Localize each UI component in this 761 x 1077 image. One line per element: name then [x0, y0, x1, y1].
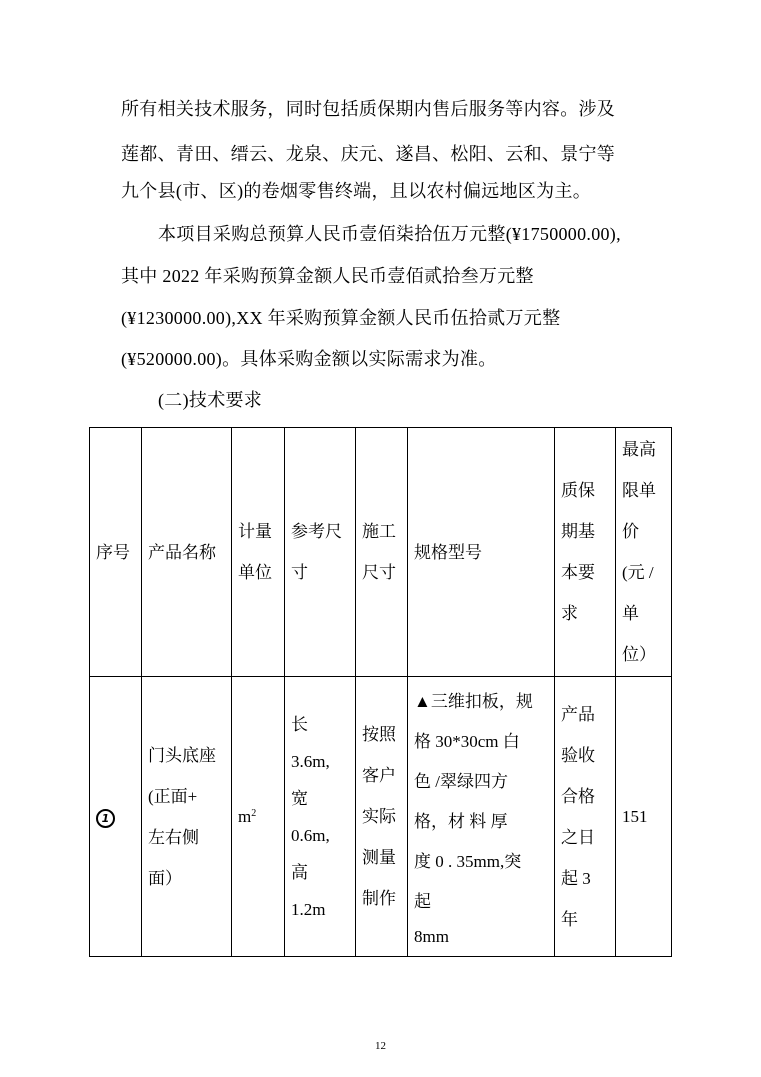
paragraph-line: (¥520000.00)。具体采购金额以实际需求为准。: [121, 349, 497, 369]
header-text: 计量: [238, 522, 272, 541]
header-text: 求: [561, 604, 578, 623]
header-text: 规格型号: [414, 542, 482, 562]
header-text: 最高: [622, 440, 656, 459]
page-number: 12: [375, 1040, 386, 1052]
header-text: 质保: [561, 481, 595, 500]
header-text: 序号: [96, 542, 130, 562]
paragraph-line: 本项目采购总预算人民币壹佰柒拾伍万元整(¥1750000.00),: [158, 224, 621, 244]
header-text: 尺寸: [362, 563, 396, 582]
cell-text: 门头底座: [148, 745, 216, 765]
header-text: 参考尺: [291, 522, 342, 541]
circled-number-icon: 1: [96, 809, 115, 828]
header-text: 寸: [291, 563, 308, 582]
cell-warranty: [555, 677, 616, 957]
cell-spec-model: [408, 677, 555, 957]
header-spec-model: [408, 428, 555, 677]
table-header-row: [90, 428, 672, 677]
paragraph-line: 莲都、青田、缙云、龙泉、庆元、遂昌、松阳、云和、景宁等: [121, 144, 616, 164]
cell-text: 验收: [561, 745, 595, 765]
cell-text: 起 3: [561, 868, 591, 888]
header-text: 单: [622, 604, 639, 623]
cell-text: m: [238, 807, 252, 826]
cell-max-unit-price: [616, 677, 672, 957]
paragraph-line: (¥1230000.00),XX 年采购预算金额人民币伍拾贰万元整: [121, 308, 561, 328]
cell-text: 测量: [362, 848, 396, 867]
cell-text: (正面+: [148, 786, 198, 806]
cell-text: 151: [622, 807, 648, 826]
cell-text: 合格: [561, 786, 595, 806]
header-reference-size: [285, 428, 356, 677]
header-text: 单位: [238, 563, 272, 582]
header-text: 本要: [561, 563, 595, 582]
cell-text: 产品: [561, 704, 595, 724]
cell-product-name: [142, 677, 232, 957]
cell-text: 3.6m,: [291, 751, 330, 771]
cell-unit: [232, 677, 285, 957]
cell-text: 0.6m,: [291, 825, 330, 845]
cell-text: 客户: [362, 766, 396, 785]
cell-text: 之日: [561, 827, 595, 847]
cell-text: 度 0 . 35mm,突: [414, 851, 522, 871]
header-max-unit-price: [616, 428, 672, 677]
cell-index: [90, 677, 142, 957]
header-product-name: [142, 428, 232, 677]
cell-text: 按照: [362, 725, 396, 744]
header-text: 期基: [561, 522, 595, 541]
header-unit: [232, 428, 285, 677]
cell-text: 制作: [362, 889, 396, 908]
cell-reference-size: [285, 677, 356, 957]
section-heading: (二)技术要求: [158, 390, 263, 410]
technical-requirements-table: [89, 427, 672, 957]
header-text: 限单: [622, 481, 656, 500]
cell-text: 宽: [291, 788, 308, 808]
cell-text: 8mm: [414, 926, 449, 946]
table-row: [90, 677, 672, 957]
cell-text: 实际: [362, 807, 396, 826]
header-construction-size: [356, 428, 408, 677]
cell-text: 起: [414, 891, 431, 911]
cell-construction-size: [356, 677, 408, 957]
cell-text: 长: [291, 714, 308, 734]
header-index: [90, 428, 142, 677]
cell-text: ▲三维扣板，规: [414, 691, 533, 711]
cell-text: 色 /翠绿四方: [414, 771, 508, 791]
header-text: 价: [622, 522, 639, 541]
cell-text: 1.2m: [291, 899, 326, 919]
header-text: (元 /: [622, 563, 654, 582]
header-text: 施工: [362, 522, 396, 541]
header-text: 产品名称: [148, 542, 216, 562]
cell-text: 格，材 料 厚: [414, 811, 508, 831]
header-text: 位）: [622, 645, 656, 664]
cell-text: 格 30*30cm 白: [414, 731, 520, 751]
superscript: 2: [251, 808, 257, 819]
paragraph-line: 所有相关技术服务，同时包括质保期内售后服务等内容。涉及: [121, 99, 616, 119]
cell-text: 面）: [148, 868, 182, 888]
cell-text: 年: [561, 909, 578, 929]
paragraph-line: 其中 2022 年采购预算金额人民币壹佰贰拾叁万元整: [121, 266, 534, 286]
cell-text: 高: [291, 862, 308, 882]
paragraph-line: 九个县(市、区)的卷烟零售终端，且以农村偏远地区为主。: [121, 181, 592, 201]
header-warranty: [555, 428, 616, 677]
cell-text: 左右侧: [148, 827, 199, 847]
